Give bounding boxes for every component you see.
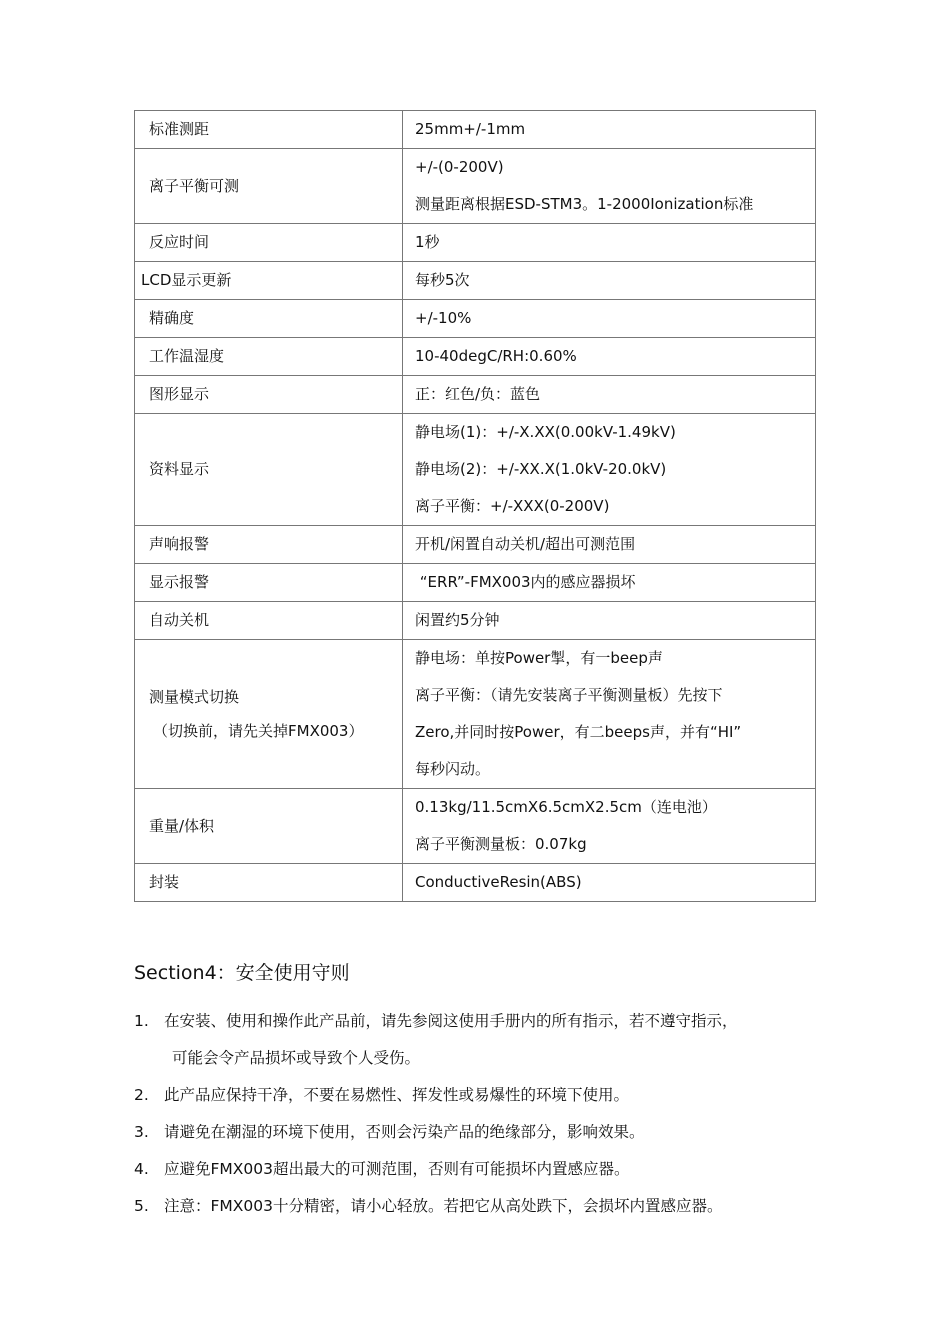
label-text: 显示报警 (149, 573, 210, 591)
spec-value (403, 414, 816, 526)
label-text: 图形显示 (149, 385, 210, 403)
spec-label (135, 149, 403, 224)
value-text: 离子平衡：+/-XXX(0-200V) (415, 497, 610, 515)
spec-value (403, 300, 816, 338)
table-row (135, 111, 816, 149)
safety-list (134, 1003, 854, 1225)
list-item (134, 1188, 854, 1225)
table-row (135, 338, 816, 376)
value-text: 正：红色/负：蓝色 (415, 385, 541, 403)
spec-label (135, 338, 403, 376)
spec-value (403, 602, 816, 640)
table-row (135, 262, 816, 300)
spec-label (135, 640, 403, 789)
item-text: 注意：FMX003十分精密，请小心轻放。若把它从高处跌下，会损坏内置感应器。 (164, 1197, 723, 1215)
table-row (135, 640, 816, 789)
table-row (135, 789, 816, 864)
item-text: 应避免FMX003超出最大的可测范围，否则有可能损坏内置感应器。 (164, 1160, 630, 1178)
spec-value (403, 111, 816, 149)
value-text: “ERR”-FMX003内的感应器损坏 (415, 573, 636, 591)
spec-label (135, 224, 403, 262)
spec-label (135, 564, 403, 602)
value-text: 静电场(1)：+/-X.XX(0.00kV-1.49kV) (415, 423, 676, 441)
label-text: 封装 (149, 873, 180, 891)
item-text-continued: 可能会令产品损坏或导致个人受伤。 (172, 1049, 421, 1067)
value-text: 离子平衡测量板：0.07kg (415, 835, 587, 853)
spec-table (134, 110, 816, 902)
value-text: 静电场：单按Power掣，有一beep声 (415, 649, 663, 667)
label-text: 重量/体积 (149, 816, 215, 835)
spec-label (135, 864, 403, 902)
spec-label (135, 414, 403, 526)
value-text: 0.13kg/11.5cmX6.5cmX2.5cm（连电池） (415, 798, 717, 816)
spec-value (403, 376, 816, 414)
item-text: 此产品应保持干净，不要在易燃性、挥发性或易爆性的环境下使用。 (164, 1086, 630, 1104)
value-text: 每秒5次 (415, 271, 470, 289)
item-number: 1. (134, 1012, 149, 1030)
label-text: 工作温湿度 (149, 347, 225, 365)
spec-value (403, 262, 816, 300)
list-item (134, 1114, 854, 1151)
spec-value (403, 564, 816, 602)
label-subtext: （切换前，请先关掉FMX003） (153, 722, 364, 740)
value-text: 离子平衡：（请先安装离子平衡测量板）先按下 (415, 686, 723, 704)
spec-label (135, 602, 403, 640)
label-text: 反应时间 (149, 233, 210, 251)
table-row (135, 526, 816, 564)
value-text: 每秒闪动。 (415, 760, 491, 778)
table-row (135, 300, 816, 338)
list-item (134, 1151, 854, 1188)
label-text: 标准测距 (149, 120, 210, 138)
spec-value (403, 338, 816, 376)
section-title: Section4：安全使用守则 (134, 962, 350, 984)
spec-label (135, 526, 403, 564)
spec-value (403, 864, 816, 902)
table-row (135, 149, 816, 224)
spec-value (403, 149, 816, 224)
value-text: 测量距离根据ESD-STM3。1-2000Ionization标准 (415, 195, 754, 213)
spec-label (135, 300, 403, 338)
table-row (135, 564, 816, 602)
value-text: +/-(0-200V) (415, 158, 504, 176)
label-text: 声响报警 (149, 535, 210, 553)
item-number: 3. (134, 1123, 149, 1141)
value-text: 闲置约5分钟 (415, 611, 500, 629)
spec-value (403, 789, 816, 864)
item-text: 请避免在潮湿的环境下使用，否则会污染产品的绝缘部分，影响效果。 (164, 1123, 645, 1141)
table-row (135, 602, 816, 640)
list-item (134, 1003, 854, 1077)
item-text: 在安装、使用和操作此产品前，请先参阅这使用手册内的所有指示，若不遵守指示， (164, 1012, 738, 1030)
table-row (135, 414, 816, 526)
label-text: 测量模式切换 (149, 688, 240, 706)
value-text: 开机/闲置自动关机/超出可测范围 (415, 535, 636, 553)
list-item (134, 1077, 854, 1114)
table-row (135, 864, 816, 902)
value-text: 25mm+/-1mm (415, 120, 526, 138)
spec-value (403, 224, 816, 262)
spec-value (403, 640, 816, 789)
item-number: 5. (134, 1197, 149, 1215)
value-text: Zero,并同时按Power，有二beeps声，并有“HI” (415, 723, 742, 741)
label-text: 精确度 (149, 309, 195, 327)
value-text: 1秒 (415, 233, 440, 251)
label-text: 离子平衡可测 (149, 176, 240, 195)
item-number: 4. (134, 1160, 149, 1178)
spec-label (135, 789, 403, 864)
item-number: 2. (134, 1086, 149, 1104)
label-text: 自动关机 (149, 611, 210, 629)
spec-value (403, 526, 816, 564)
spec-label (135, 376, 403, 414)
label-text: 资料显示 (149, 460, 210, 478)
table-row (135, 376, 816, 414)
spec-label (135, 111, 403, 149)
value-text: 静电场(2)：+/-XX.X(1.0kV-20.0kV) (415, 460, 667, 478)
spec-label (135, 262, 403, 300)
table-row (135, 224, 816, 262)
value-text: ConductiveResin(ABS) (415, 873, 582, 891)
label-text: LCD显示更新 (141, 271, 232, 289)
value-text: +/-10% (415, 309, 472, 327)
value-text: 10-40degC/RH:0.60% (415, 347, 577, 365)
